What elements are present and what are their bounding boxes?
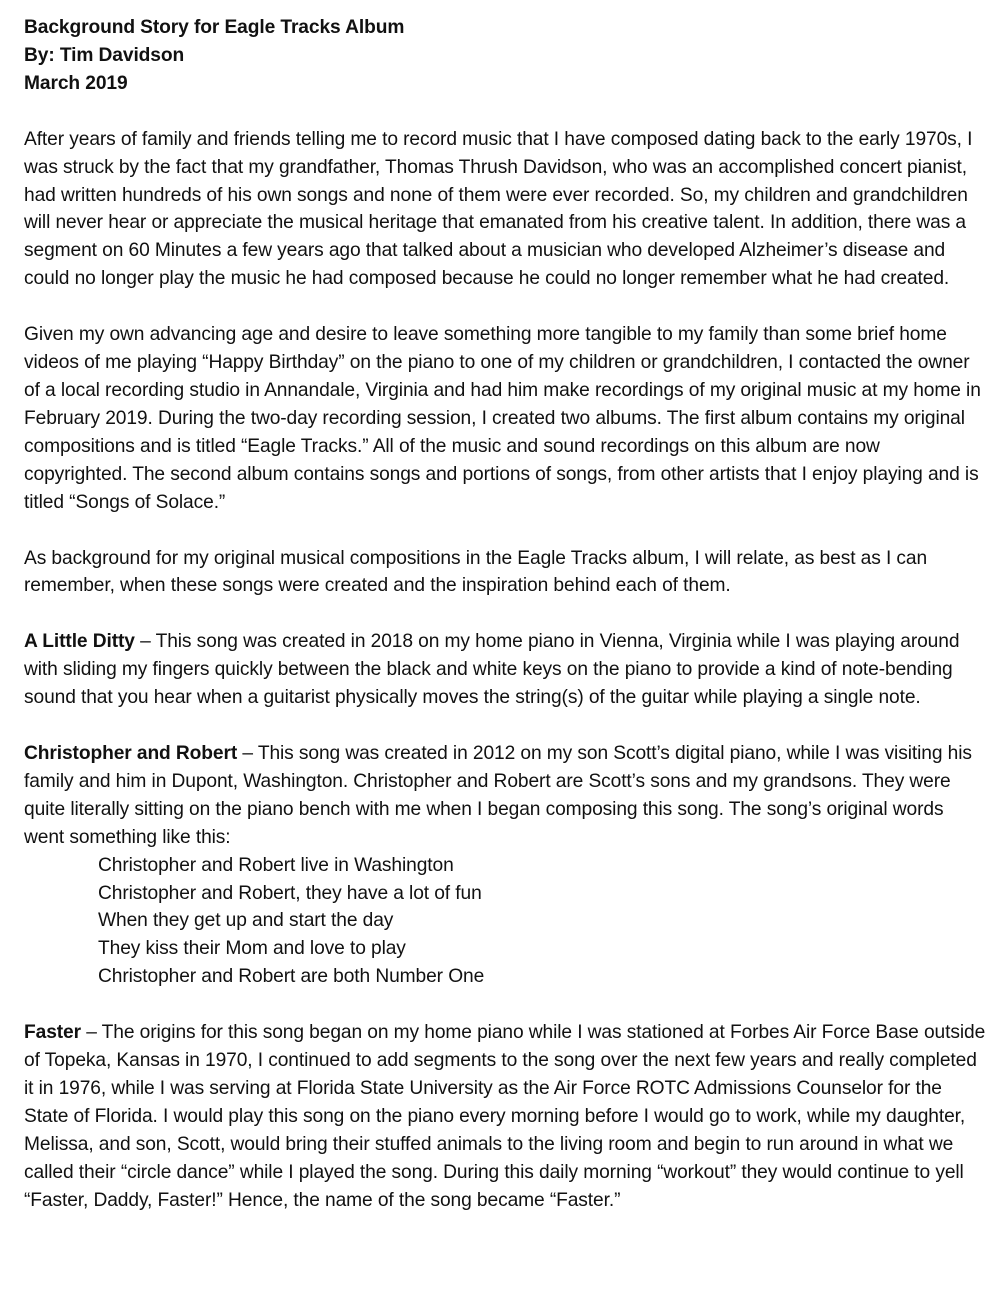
document-title: Background Story for Eagle Tracks Album [24, 17, 405, 38]
paragraph-gap [24, 712, 986, 740]
song-title: Faster [24, 1022, 81, 1044]
paragraph-gap [24, 517, 986, 545]
song-description: – This song was created in 2018 on my home piano in Vienna, Virginia while I was playing around with sliding my fingers quickly between the black and white keys on the piano to provide a kind of note-bending sound that you hear when a guitarist physically moves the string(s) of the guitar while playing a single note. [24, 631, 960, 709]
intro-paragraph-1: After years of family and friends telling me to record music that I have composed dating back to the early 1970s, I was struck by the fact that my grandfather, Thomas Thrush Davidson, who was an accomplished concert pianist, had written hundreds of his own songs and none of them were ever recorded. So, my children and grandchildren will never hear or appreciate the musical heritage that emanated from his creative talent. In addition, there was a segment on 60 Minutes a few years ago that talked about a musician who developed Alzheimer’s disease and could no longer play the music he had composed because he could no longer remember what he had created. [24, 128, 973, 290]
song-description: – This song was created in 2012 on my son Scott’s digital piano, while I was visiting his family and him in Dupont, Washington. Christopher and Robert are Scott’s sons and my grandsons. They were quite literally sitting on the piano bench with me when I began composing this song. The song’s original words went something like this: [24, 743, 972, 848]
lyric-line: Christopher and Robert live in Washington [98, 854, 454, 876]
song-description: – The origins for this song began on my home piano while I was stationed at Forbes Air Force Base outside of Topeka, Kansas in 1970, I continued to add segments to the song over the next few years and really completed it in 1976, while I was serving at Florida State University as the Air Force ROTC Admissions Counselor for the State of Florida. I would play this song on the piano every morning before I would go to work, while my daughter, Melissa, and son, Scott, would bring their stuffed animals to the living room and begin to run around in what we called their “circle dance” while I played the song. During this daily morning “workout” they would continue to yell “Faster, Daddy, Faster!” Hence, the name of the song became “Faster.” [24, 1022, 986, 1211]
song-christopher-and-robert [24, 740, 986, 852]
document-page [24, 14, 986, 1215]
song-faster [24, 1019, 986, 1214]
intro-paragraph-3: As background for my original musical compositions in the Eagle Tracks album, I will relate, as best as I can remember, when these songs were created and the inspiration behind each of them. [24, 547, 928, 597]
lyric-line: Christopher and Robert, they have a lot of fun [98, 882, 482, 904]
document-byline: By: Tim Davidson [24, 44, 185, 66]
paragraph-gap [24, 991, 986, 1019]
paragraph-gap [24, 600, 986, 628]
song-lyrics [98, 852, 986, 992]
song-title: A Little Ditty [24, 631, 135, 653]
intro-paragraph-2: Given my own advancing age and desire to leave something more tangible to my family than some brief home videos of me playing “Happy Birthday” on the piano to one of my children or grandchildren, I contacted the owner of a local recording studio in Annandale, Virginia and had him make recordings of my original music at my home in February 2019. During the two-day recording session, I created two albums. The first album contains my original compositions and is titled “Eagle Tracks.” All of the music and sound recordings on this album are now copyrighted. The second album contains songs and portions of songs, from other artists that I enjoy playing and is titled “Songs of Solace.” [24, 324, 981, 513]
lyric-line: Christopher and Robert are both Number One [98, 966, 485, 988]
paragraph-gap [24, 98, 986, 126]
song-title: Christopher and Robert [24, 743, 238, 765]
song-a-little-ditty [24, 628, 986, 712]
lyric-line: They kiss their Mom and love to play [98, 938, 406, 960]
document-date: March 2019 [24, 72, 128, 94]
lyric-line: When they get up and start the day [98, 910, 394, 932]
paragraph-gap [24, 293, 986, 321]
